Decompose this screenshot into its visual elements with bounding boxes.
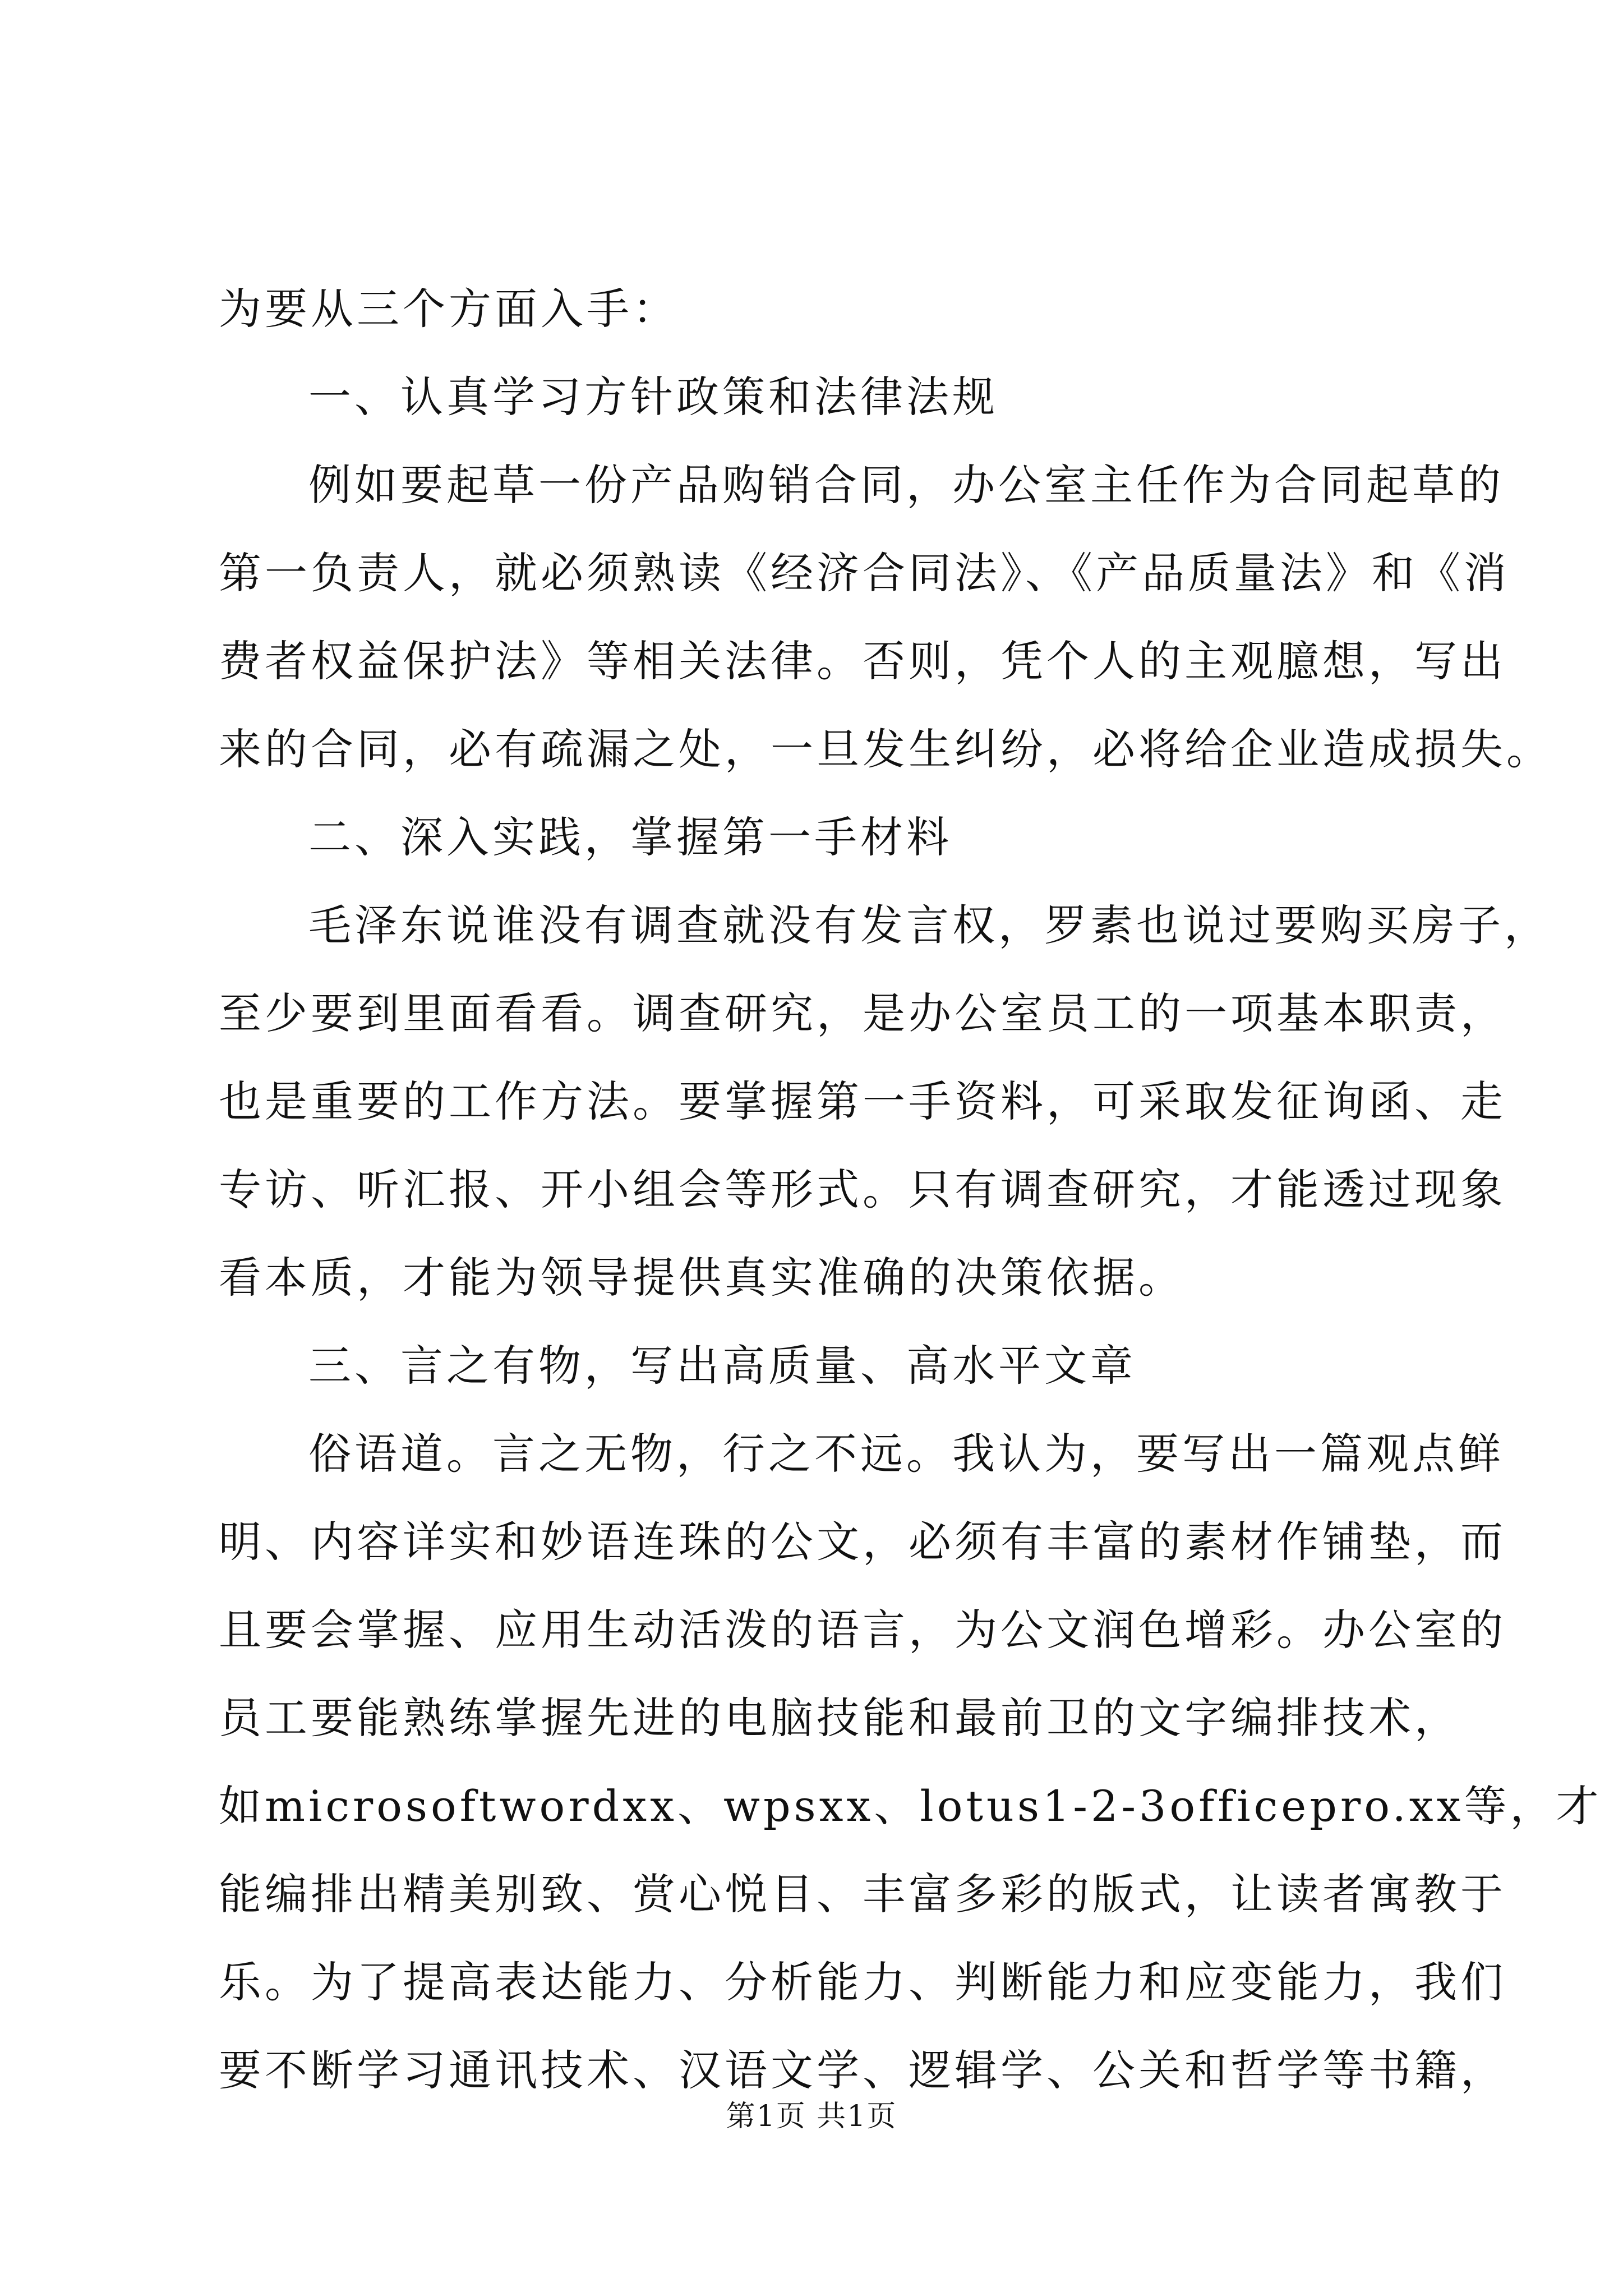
text-line: 专访、听汇报、开小组会等形式。只有调查研究，才能透过现象 <box>219 1165 1506 1214</box>
document-body <box>219 265 1602 2114</box>
text-line: 俗语道。言之无物，行之不远。我认为，要写出一篇观点鲜 <box>308 1429 1504 1479</box>
text-line: 如microsoftwordxx、wpsxx、lotus1-2-3officepro.xx等，才 <box>219 1781 1602 1831</box>
text-line: 例如要起草一份产品购销合同，办公室主任作为合同起草的 <box>308 460 1504 510</box>
text-line: 乐。为了提高表达能力、分析能力、判断能力和应变能力，我们 <box>219 1957 1506 2007</box>
text-line: 至少要到里面看看。调查研究，是办公室员工的一项基本职责， <box>219 988 1506 1038</box>
section-heading-2: 二、深入实践，掌握第一手材料 <box>308 812 952 862</box>
text-line: 费者权益保护法》等相关法律。否则，凭个人的主观臆想，写出 <box>219 636 1506 686</box>
section-heading-1: 一、认真学习方针政策和法律法规 <box>308 372 998 422</box>
text-line: 要不断学习通讯技术、汉语文学、逻辑学、公关和哲学等书籍， <box>219 2045 1506 2095</box>
text-line: 第一负责人，就必须熟读《经济合同法》、《产品质量法》和《消 <box>219 548 1510 598</box>
text-line: 为要从三个方面入手： <box>219 284 679 334</box>
text-line: 毛泽东说谁没有调查就没有发言权，罗素也说过要购买房子， <box>308 900 1550 950</box>
text-line: 员工要能熟练掌握先进的电脑技能和最前卫的文字编排技术， <box>219 1693 1460 1743</box>
text-line: 明、内容详实和妙语连珠的公文，必须有丰富的素材作铺垫，而 <box>219 1517 1506 1567</box>
page-footer: 第1页 共1页 <box>726 2100 897 2133</box>
section-heading-3: 三、言之有物，写出高质量、高水平文章 <box>308 1341 1136 1391</box>
text-line: 看本质，才能为领导提供真实准确的决策依据。 <box>219 1253 1184 1303</box>
text-line: 来的合同，必有疏漏之处，一旦发生纠纷，必将给企业造成损失。 <box>219 724 1552 774</box>
text-line: 且要会掌握、应用生动活泼的语言，为公文润色增彩。办公室的 <box>219 1605 1506 1655</box>
text-line: 能编排出精美别致、赏心悦目、丰富多彩的版式，让读者寓教于 <box>219 1869 1506 1919</box>
text-line: 也是重要的工作方法。要掌握第一手资料，可采取发征询函、走 <box>219 1076 1506 1126</box>
